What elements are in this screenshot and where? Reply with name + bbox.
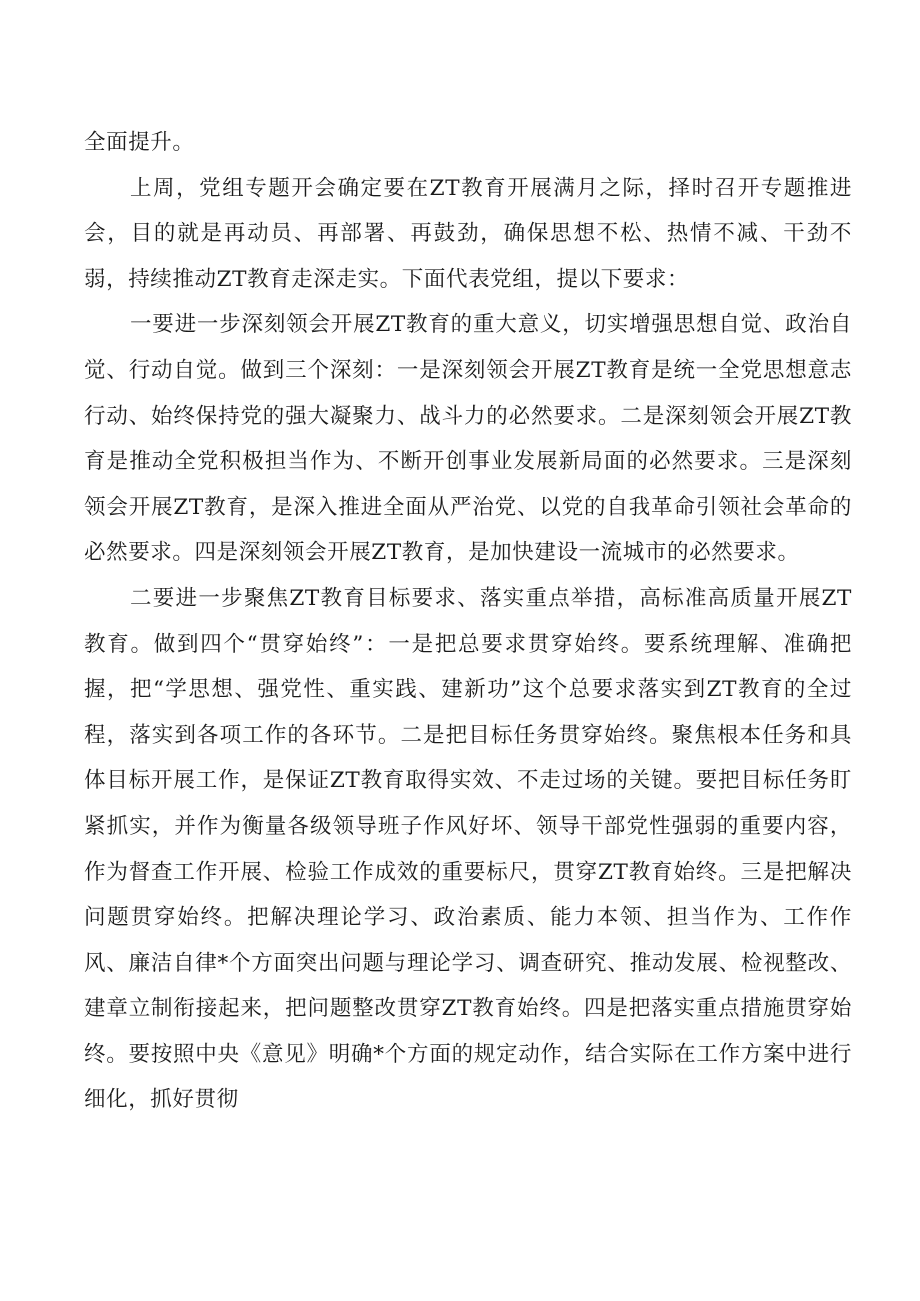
paragraph-2: 上周，党组专题开会确定要在ZT教育开展满月之际，择时召开专题推进会，目的就是再动员、再部署、再鼓劲，确保思想不松、热情不减、干劲不弱，持续推动ZT教育走深走实。下面代表党组，提以下要求： [84,175,852,292]
paragraph-1: 全面提升。 [84,130,195,155]
document-body [84,120,852,1123]
paragraph-4: 二要进一步聚焦ZT教育目标要求、落实重点举措，高标准高质量开展ZT教育。做到四个“贯穿始终”：一是把总要求贯穿始终。要系统理解、准确把握，把“学思想、强党性、重实践、建新功”这个总要求落实到ZT教育的全过程，落实到各项工作的各环节。二是把目标任务贯穿始终。聚焦根本任务和具体目标开展工作，是保证ZT教育取得实效、不走过场的关键。要把目标任务盯紧抓实，并作为衡量各级领导班子作风好坏、领导干部党性强弱的重要内容，作为督查工作开展、检验工作成效的重要标尺，贯穿ZT教育始终。三是把解决问题贯穿始终。把解决理论学习、政治素质、能力本领、担当作为、工作作风、廉洁自律*个方面突出问题与理论学习、调查研究、推动发展、检视整改、建章立制衔接起来，把问题整改贯穿ZT教育始终。四是把落实重点措施贯穿始终。要按照中央《意见》明确*个方面的规定动作，结合实际在工作方案中进行细化，抓好贯彻 [84,585,852,1113]
paragraph-3: 一要进一步深刻领会开展ZT教育的重大意义，切实增强思想自觉、政治自觉、行动自觉。做到三个深刻：一是深刻领会开展ZT教育是统一全党思想意志行动、始终保持党的强大凝聚力、战斗力的必然要求。二是深刻领会开展ZT教育是推动全党积极担当作为、不断开创事业发展新局面的必然要求。三是深刻领会开展ZT教育，是深入推进全面从严治党、以党的自我革命引领社会革命的必然要求。四是深刻领会开展ZT教育，是加快建设一流城市的必然要求。 [84,312,852,566]
